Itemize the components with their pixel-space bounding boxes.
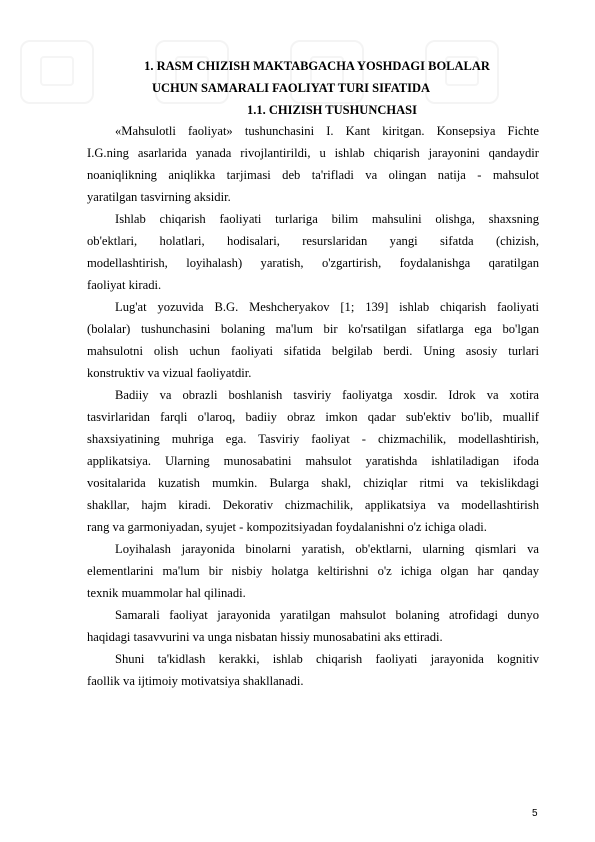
text-line: I.G.ning asarlarida yanada rivojlantirildi, u ishlab chiqarish jarayonini qandaydir [87,146,539,160]
text-line: modellashtirish, loyihalash) yaratish, o'zgartirish, foydalanishga qaratilgan [87,256,539,270]
text-line: shaxsiyatining muhriga ega. Tasviriy faoliyat - chizmachilik, modellashtirish, [87,432,539,446]
text-line: shakllar, hajm kiradi. Dekorativ chizmachilik, applikatsiya va modellashtirish [87,498,539,512]
chapter-title-line1: 1. RASM CHIZISH MAKTABGACHA YOSHDAGI BOLALAR [144,59,490,73]
text-line: Ishlab chiqarish faoliyati turlariga bilim mahsulini olishga, shaxsning [115,212,539,226]
text-line: mahsulotni olish uchun faoliyati sifatida belgilab berdi. Uning asosiy turlari [87,344,539,358]
text-line: konstruktiv va vizual faoliyatdir. [87,366,252,380]
text-line: Samarali faoliyat jarayonida yaratilgan mahsulot bolaning atrofidagi dunyo [115,608,539,622]
text-line: vositalarida kuzatish mumkin. Bularga shakl, chiziqlar ritmi va tekislikdagi [87,476,539,490]
text-line: Loyihalash jarayonida binolarni yaratish, ob'ektlarni, ularning qismlari va [115,542,539,556]
text-line: rang va garmoniyadan, syujet - kompozitsiyadan foydalanishni o'z ichiga oladi. [87,520,487,534]
paragraph-1 [87,120,539,208]
text-line: texnik muammolar hal qilinadi. [87,586,246,600]
text-line: tasvirlaridan farqli o'laroq, badiiy obraz imkon qadar sub'ektiv bo'lib, muallif [87,410,539,424]
paragraph-7 [87,648,539,692]
text-line: «Mahsulotli faoliyat» tushunchasini I. Kant kiritgan. Konsepsiya Fichte [115,124,539,138]
text-line: Shuni ta'kidlash kerakki, ishlab chiqarish faoliyati jarayonida kognitiv [115,652,539,666]
paragraph-6 [87,604,539,648]
text-line: applikatsiya. Ularning munosabatini mahsulot yaratishda ishlatiladigan ifoda [87,454,539,468]
section-title: 1.1. CHIZISH TUSHUNCHASI [247,103,417,117]
text-line: faoliyat kiradi. [87,278,162,292]
watermark-icon [20,40,94,104]
text-line: yaratilgan tasvirning aksidir. [87,190,231,204]
text-line: elementlarini ma'lum bir nisbiy holatga keltirishni o'z ichiga olgan har qanday [87,564,539,578]
text-line: Badiiy va obrazli boshlanish tasviriy faoliyatga xosdir. Idrok va xotira [115,388,539,402]
paragraph-5 [87,538,539,604]
chapter-title-line2: UCHUN SAMARALI FAOLIYAT TURI SIFATIDA [152,81,431,95]
page-number: 5 [532,808,538,819]
text-line: ob'ektlari, holatlari, hodisalari, resurslaridan yangi sifatda (chizish, [87,234,539,248]
text-line: (bolalar) tushunchasini bolaning ma'lum bir ko'rsatilgan sifatlarga ega bo'lgan [87,322,539,336]
paragraph-2 [87,208,539,296]
paragraph-4 [87,384,539,538]
text-line: Lug'at yozuvida B.G. Meshcheryakov [1; 139] ishlab chiqarish faoliyati [115,300,539,314]
paragraph-3 [87,296,539,384]
text-line: haqidagi tasavvurini va unga nisbatan hissiy munosabatini aks ettiradi. [87,630,443,644]
text-line: noaniqlikning aniqlikka tarjimasi deb ta'rifladi va olingan natija - mahsulot [87,168,539,182]
text-line: faollik va ijtimoiy motivatsiya shakllanadi. [87,674,304,688]
